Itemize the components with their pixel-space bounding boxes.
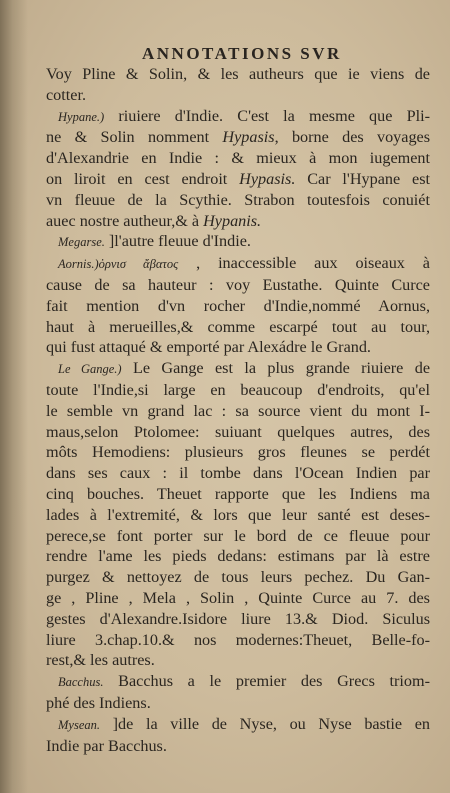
text-line	[46, 422, 430, 443]
line-text: môts Hemodiens: plusieurs gros fleunes se perdét	[46, 443, 430, 462]
line-text: rendre l'ame les pieds dedans: estimans par là estre	[46, 547, 430, 566]
text-line	[46, 275, 430, 296]
italic-term: Hypasis.	[239, 169, 296, 188]
line-text: le semble vn grand lac : sa source vient du mont I-	[46, 401, 430, 420]
annotation-paragraph	[46, 106, 430, 232]
text-line	[46, 505, 430, 526]
text-line	[46, 64, 430, 85]
text-line	[46, 630, 430, 651]
text-line	[46, 337, 430, 358]
text-line	[46, 714, 430, 736]
line-text: ]l'autre fleuue d'Indie.	[108, 232, 251, 251]
text-line	[46, 253, 430, 275]
text-line	[46, 484, 430, 505]
line-tail: Car l'Hypane est	[295, 169, 430, 188]
line-text: lades à l'extremité, & lors que leur santé est deses-	[46, 505, 430, 524]
text-line	[46, 317, 430, 338]
line-text: on liroit en cest endroit	[46, 169, 228, 188]
text-line	[46, 526, 430, 547]
line-text: liure 3.chap.10.& nos modernes:Theuet, Belle-fo-	[46, 630, 430, 649]
line-text: d'Alexandrie en Indie : & mieux à mon iugement	[46, 149, 430, 168]
page-gutter-shadow	[0, 0, 28, 793]
line-text: riuiere d'Indie. C'est la mesme que Pli-	[118, 106, 431, 125]
text-line	[46, 671, 430, 693]
line-text: perece,se font porter sur le bord de ce fleuue pour	[46, 526, 430, 545]
text-line	[46, 106, 430, 128]
text-line	[46, 401, 430, 422]
annotation-keyword: Aornis.)ὀρνισ ἄβατος	[58, 257, 179, 272]
annotation-paragraph	[46, 358, 430, 671]
line-text: , inaccessible aux oiseaux à	[196, 254, 430, 273]
line-text: ge , Pline , Mela , Solin , Quinte Curce au 7. des	[46, 588, 430, 607]
text-line	[46, 85, 430, 106]
line-text: cinq bouches. Theuet rapporte que les Indiens ma	[46, 484, 430, 503]
text-line	[46, 693, 430, 714]
text-line	[46, 736, 430, 757]
text-line	[46, 442, 430, 463]
text-line	[46, 296, 430, 317]
line-text: cotter.	[46, 85, 87, 104]
text-line	[46, 463, 430, 484]
line-text: Indie par Bacchus.	[46, 736, 167, 755]
line-text: Bacchus a le premier des Grecs triom-	[118, 672, 431, 691]
italic-term: Hypanis.	[203, 211, 262, 230]
line-text: maus,selon Ptolomee: suiuant quelques autres, des	[46, 422, 430, 441]
text-line	[46, 148, 430, 169]
line-text: rest,& les autres.	[46, 651, 155, 670]
text-line	[46, 358, 430, 380]
annotation-keyword: Bacchus.	[58, 675, 104, 690]
annotation-keyword: Mysean.	[58, 717, 100, 732]
text-line	[46, 609, 430, 630]
line-text: cause de sa hauteur : voy Eustathe. Quinte Curce	[46, 275, 430, 294]
line-text: Le Gange est la plus grande riuiere de	[132, 359, 431, 378]
annotation-paragraph	[46, 64, 430, 106]
line-text: qui fust attaqué & emporté par Alexádre le Grand.	[46, 338, 371, 357]
line-text: haut à merueilles,& comme escarpé tout au tour,	[46, 317, 430, 336]
line-text: Voy Pline & Solin, & les autheurs que ie viens de	[46, 65, 430, 83]
line-text: ]de la ville de Nyse, ou Nyse bastie en	[112, 714, 431, 733]
line-text: ne & Solin nomment	[46, 128, 210, 147]
line-text: purgez & nettoyez de tous leurs pechez. Du Gan-	[46, 568, 430, 587]
running-head: ANNOTATIONS SVR	[142, 44, 342, 63]
italic-term: Hypasis	[222, 128, 275, 147]
text-line	[46, 127, 430, 148]
line-text: dans ses caux : il tombe dans l'Ocean Indien par	[46, 464, 430, 483]
text-line	[46, 380, 430, 401]
line-text: toute l'Indie,si large en beaucoup d'endroits, qu'el	[46, 380, 430, 399]
annotation-text	[46, 64, 430, 756]
annotation-keyword: Hypane.)	[58, 109, 105, 124]
line-tail: , borne des voyages	[274, 128, 431, 147]
text-line	[46, 190, 430, 211]
annotation-paragraph	[46, 671, 430, 714]
annotation-paragraph	[46, 231, 430, 253]
annotation-paragraph	[46, 253, 430, 358]
text-line	[46, 650, 430, 671]
text-line	[46, 211, 430, 232]
text-line	[46, 169, 430, 190]
line-text: vn fleuue de la Scythie. Strabon toutesfois conuiét	[46, 190, 430, 209]
text-line	[46, 567, 430, 588]
annotation-keyword: Megarse.	[58, 235, 105, 250]
line-text: auec nostre autheur,& à	[46, 211, 200, 230]
text-line	[46, 546, 430, 567]
line-text: gestes d'Alexandre.Isidore liure 13.& Diod. Siculus	[46, 609, 430, 628]
line-text: fait mention d'vn rocher d'Indie,nommé Aornus,	[46, 296, 430, 315]
text-line	[46, 231, 430, 253]
text-line	[46, 588, 430, 609]
line-text: phé des Indiens.	[46, 693, 151, 712]
annotation-keyword: Le Gange.)	[58, 362, 122, 377]
annotation-paragraph	[46, 714, 430, 757]
